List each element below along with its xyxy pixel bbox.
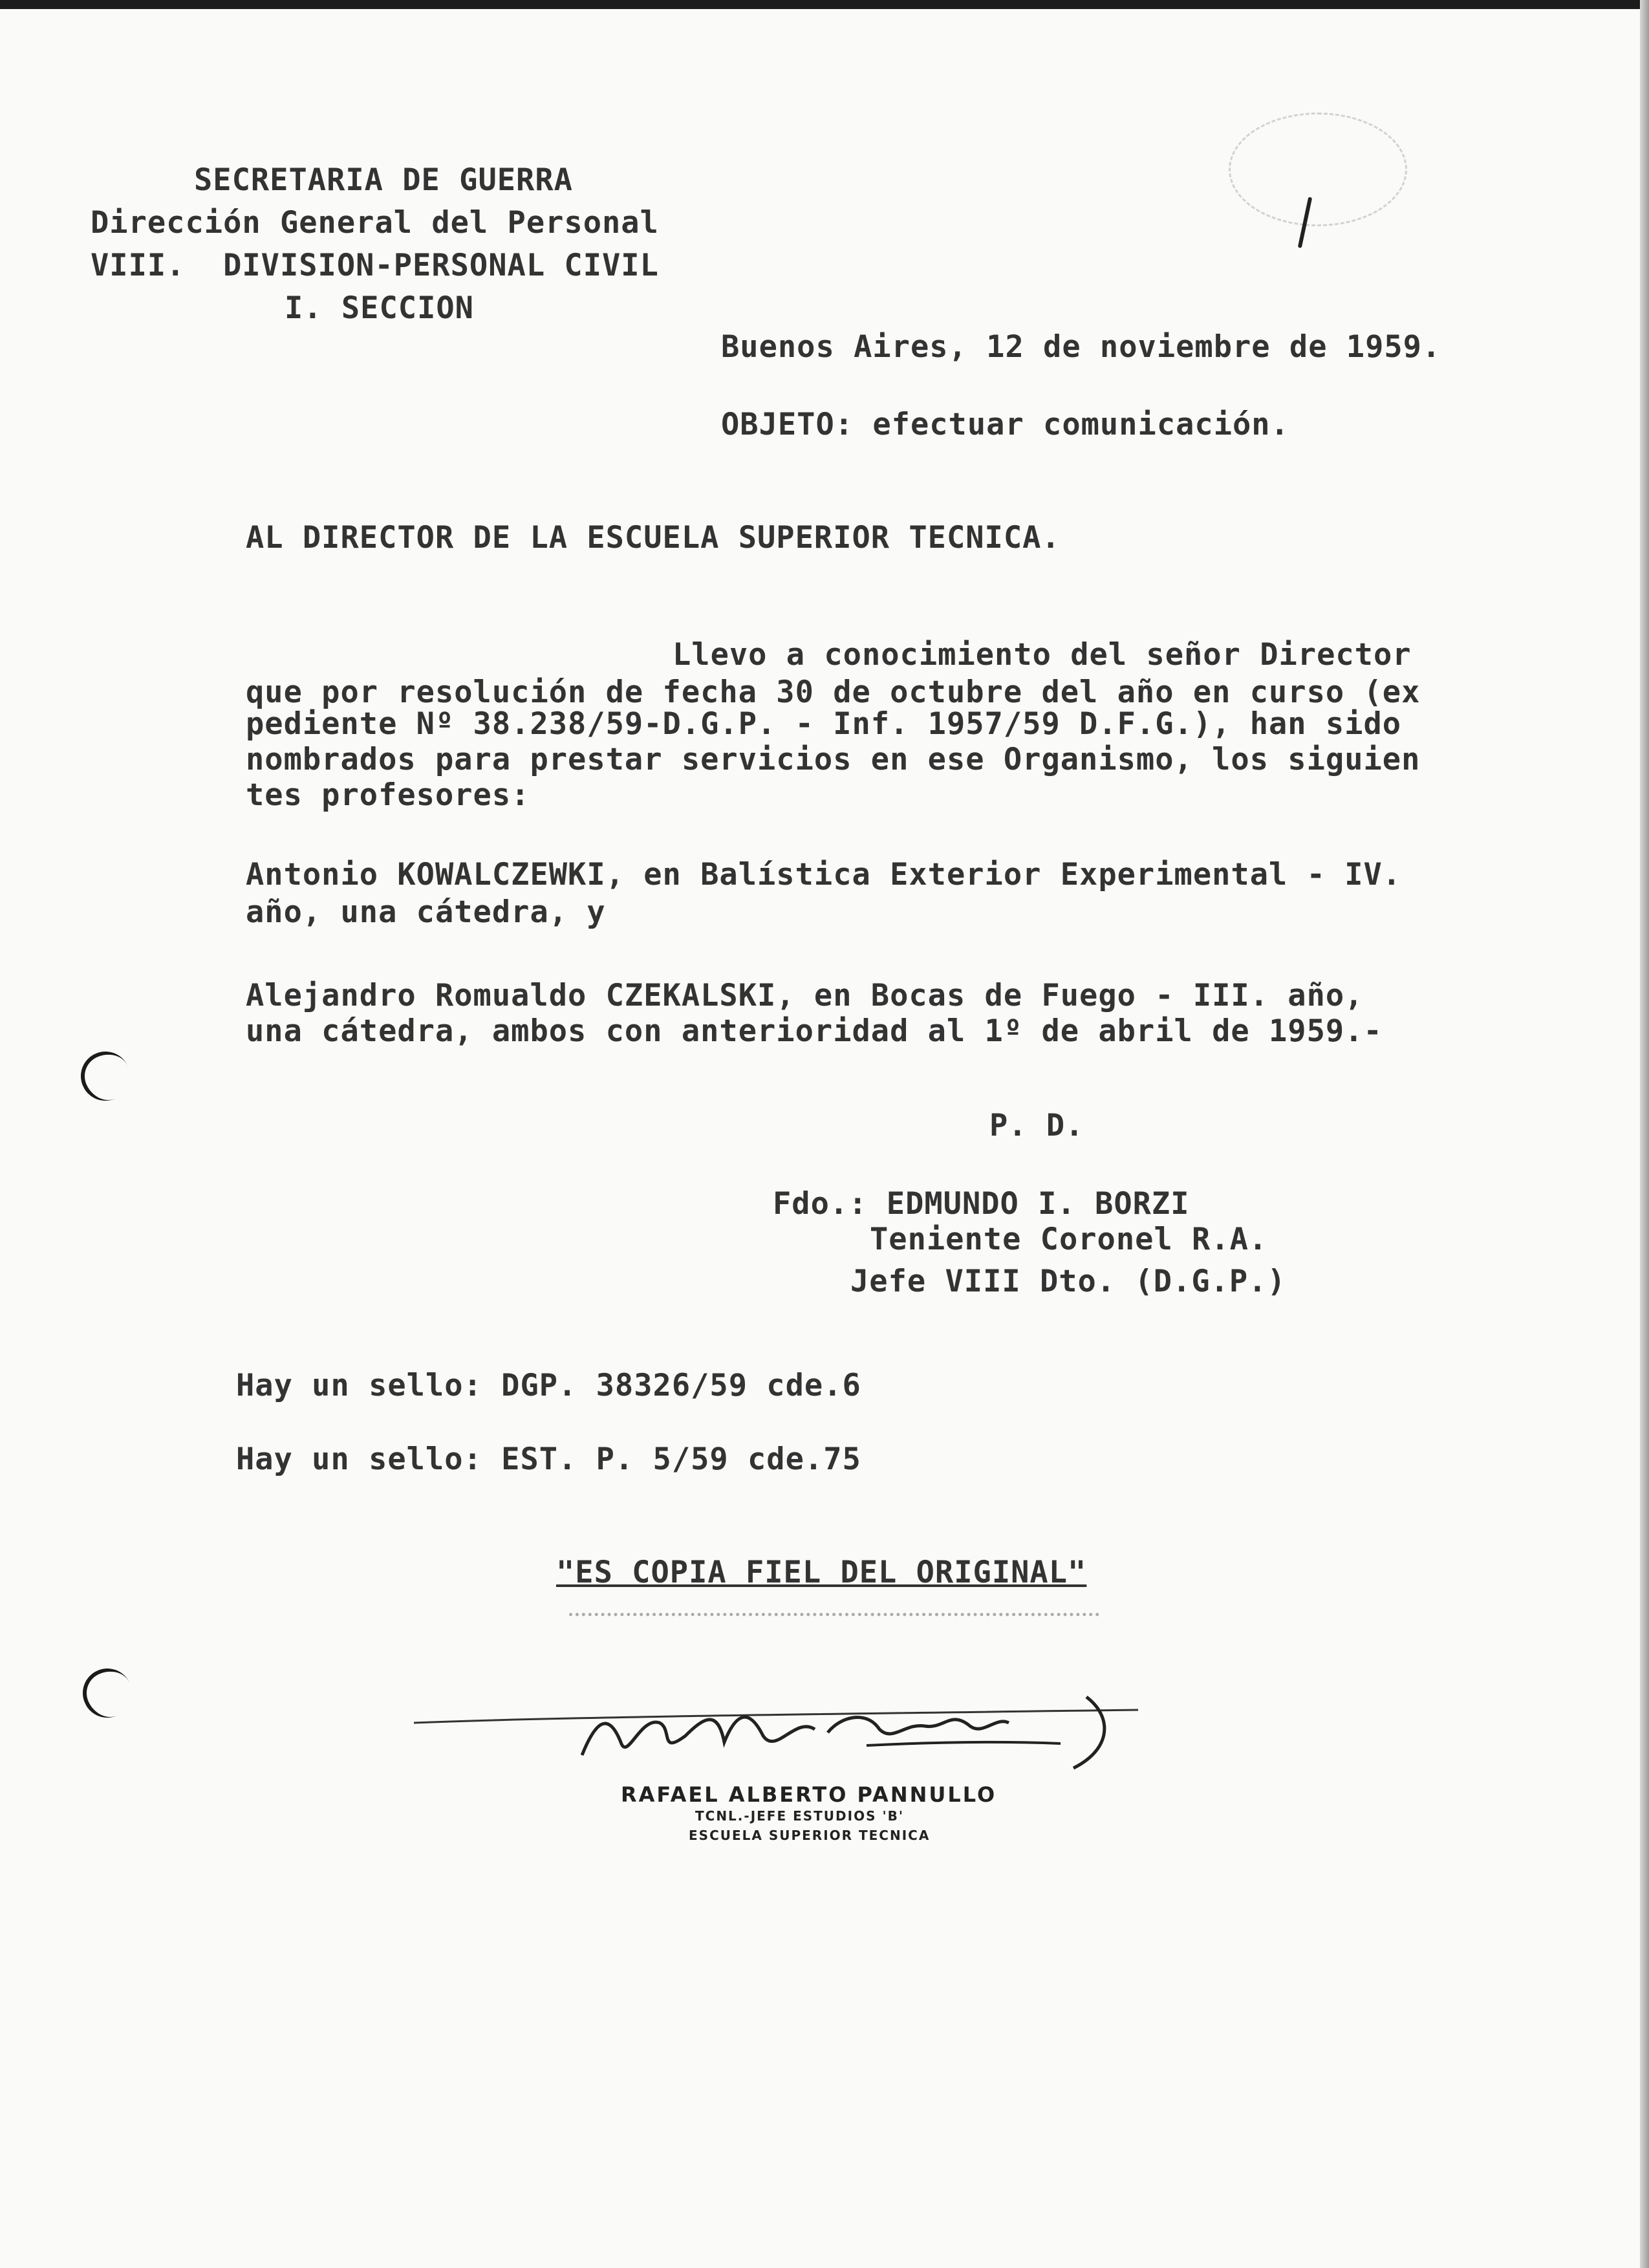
body-line: pediente Nº 38.238/59-D.G.P. - Inf. 1957/59 D.F.G.), han sido <box>246 706 1402 742</box>
punch-hole <box>75 1661 140 1726</box>
letterhead-division: VIII. DIVISION-PERSONAL CIVIL <box>91 248 659 283</box>
letter-date: Buenos Aires, 12 de noviembre de 1959. <box>721 329 1441 365</box>
letter-closing: P. D. <box>989 1108 1084 1143</box>
seal-note: Hay un sello: EST. P. 5/59 cde.75 <box>236 1442 861 1477</box>
body-line: Antonio KOWALCZEWKI, en Balística Exterior Experimental - IV. <box>246 857 1402 892</box>
signed-rank: Teniente Coronel R.A. <box>870 1222 1268 1257</box>
letter-addressee: AL DIRECTOR DE LA ESCUELA SUPERIOR TECNICA. <box>246 520 1061 556</box>
signed-name: Fdo.: EDMUNDO I. BORZI <box>773 1186 1190 1222</box>
letterhead-direction: Dirección General del Personal <box>91 205 659 241</box>
signer-rank: TCNL.-JEFE ESTUDIOS 'B' <box>695 1808 904 1824</box>
letter-subject: OBJETO: efectuar comunicación. <box>721 407 1289 442</box>
letterhead-ministry: SECRETARIA DE GUERRA <box>194 162 573 198</box>
handwritten-signature <box>414 1671 1138 1781</box>
signed-post: Jefe VIII Dto. (D.G.P.) <box>850 1264 1286 1299</box>
body-line: Llevo a conocimiento del señor Director <box>673 637 1412 673</box>
body-line: una cátedra, ambos con anterioridad al 1º de abril de 1959.- <box>246 1013 1383 1049</box>
document-page <box>0 9 1640 2268</box>
body-line: año, una cátedra, y <box>246 894 606 930</box>
body-line: que por resolución de fecha 30 de octubre del año en curso (ex <box>246 675 1421 710</box>
letterhead <box>91 159 659 330</box>
dotted-rule <box>569 1613 1099 1616</box>
certification-line: "ES COPIA FIEL DEL ORIGINAL" <box>556 1555 1087 1590</box>
scan-right-edge <box>1640 0 1649 2268</box>
body-line: nombrados para prestar servicios en ese Organismo, los siguien <box>246 742 1421 777</box>
punch-hole <box>73 1044 138 1109</box>
seal-note: Hay un sello: DGP. 38326/59 cde.6 <box>236 1368 861 1403</box>
signer-name: RAFAEL ALBERTO PANNULLO <box>621 1782 997 1807</box>
faded-stamp <box>1229 113 1407 226</box>
signer-institution: ESCUELA SUPERIOR TECNICA <box>689 1828 931 1843</box>
body-line: Alejandro Romualdo CZEKALSKI, en Bocas de Fuego - III. año, <box>246 978 1364 1013</box>
letterhead-section: I. SECCION <box>285 290 474 326</box>
body-line: tes profesores: <box>246 777 530 813</box>
scan-top-edge <box>0 0 1649 9</box>
